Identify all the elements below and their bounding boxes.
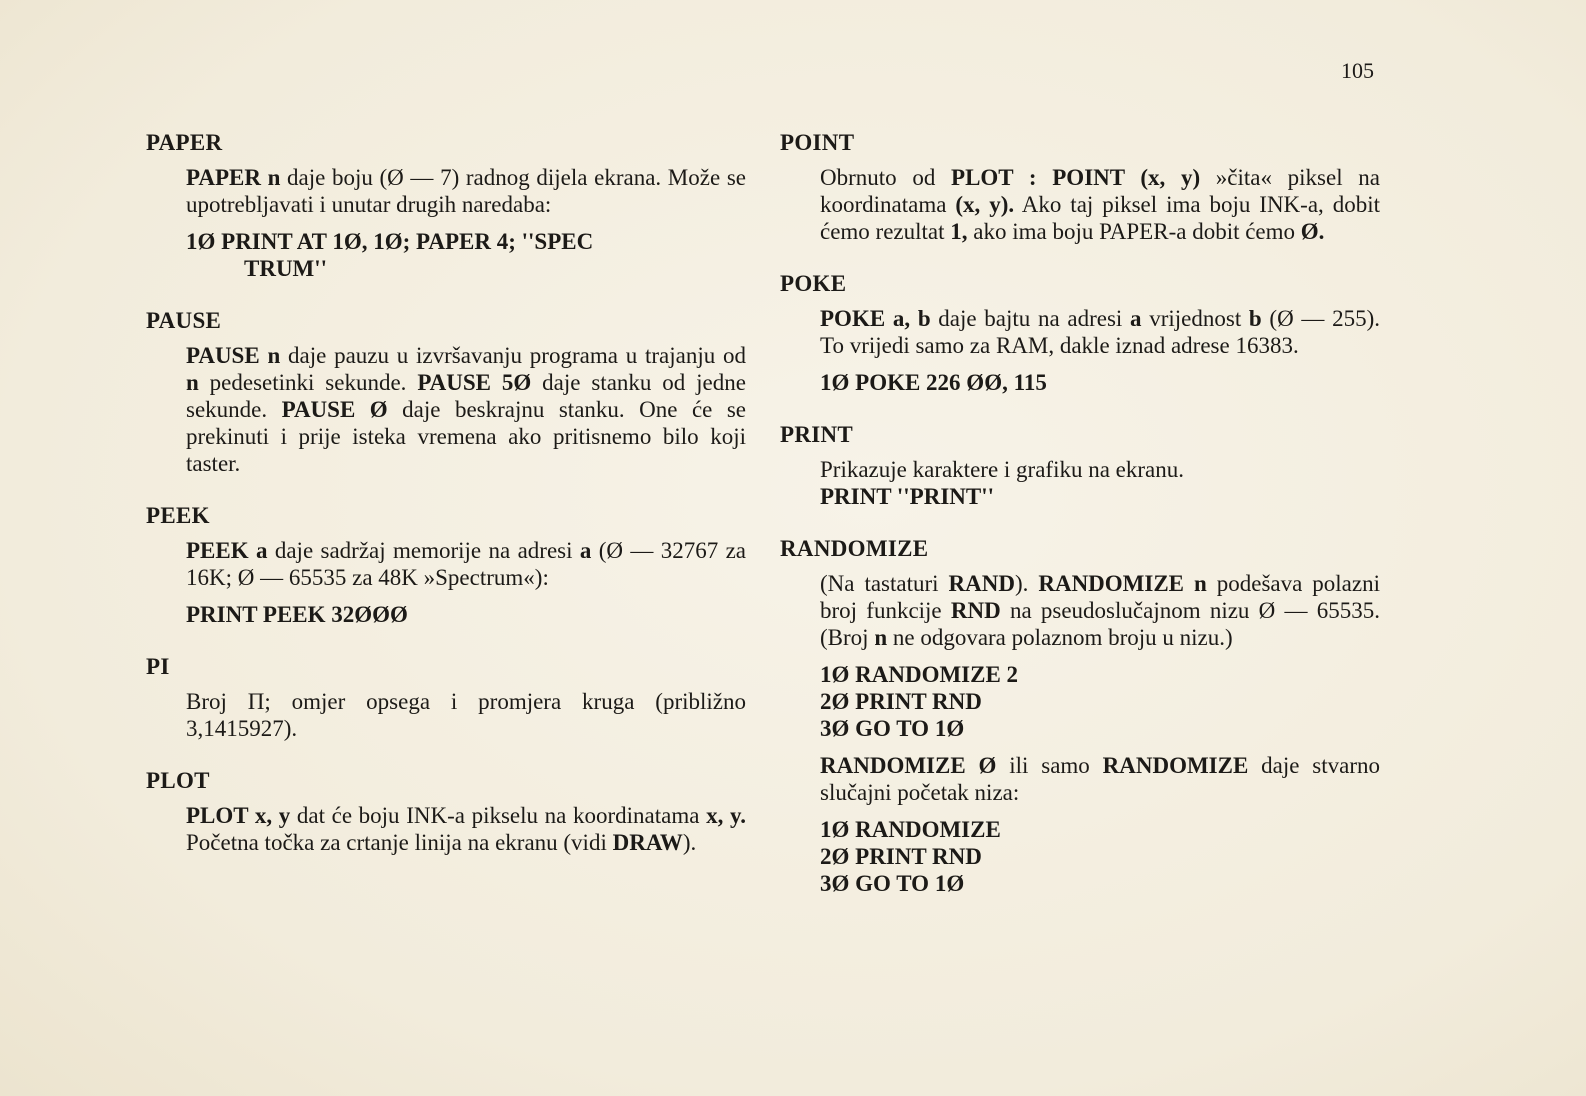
keyword: x, y. [706, 803, 746, 828]
keyword: n [186, 370, 199, 395]
description-text: Ako taj piksel ima boju INK-a, dobit ćemo rezultat [820, 192, 1380, 244]
keyword: RANDOMIZE n [1038, 571, 1207, 596]
entry-description: Prikazuje karaktere i grafiku na ekranu. [820, 457, 1184, 482]
keyword: POKE a, b [820, 306, 931, 331]
code-line: 1Ø RANDOMIZE [820, 817, 1001, 842]
entry-description [186, 342, 746, 477]
description-text: daje pauzu u izvršavanju programa u trajanju od [280, 343, 746, 368]
keyword: RANDOMIZE Ø [820, 753, 997, 778]
entry-heading: POINT [780, 130, 855, 155]
code-line: 1Ø POKE 226 ØØ, 115 [820, 370, 1047, 395]
keyword: PAUSE 5Ø [417, 370, 532, 395]
description-text: ). [1014, 571, 1039, 596]
description-text: podešava polazni broj funkcije [820, 571, 1380, 623]
code-line: 2Ø PRINT RND [820, 689, 982, 714]
entry-randomize [780, 536, 1380, 897]
entry-heading: PRINT [780, 422, 854, 447]
code-line: 1Ø PRINT AT 1Ø, 1Ø; PAPER 4; ''SPEC [186, 229, 594, 254]
description-text: (Na tastaturi [820, 571, 949, 596]
entry-pause [146, 308, 746, 477]
keyword: (x, y). [955, 192, 1015, 217]
keyword: a [579, 538, 592, 563]
code-example [820, 483, 1380, 510]
keyword: PLOT x, y [186, 803, 291, 828]
entry-description [820, 752, 1380, 806]
left-column [146, 130, 746, 882]
entry-description [820, 164, 1380, 245]
description-text: na pseudoslučajnom nizu Ø — 65535. (Broj [820, 598, 1380, 650]
description-text: (Ø — 32767 za 16K; Ø — 65535 za 48K »Spectrum«): [186, 538, 746, 590]
code-example [186, 228, 746, 282]
entry-point [780, 130, 1380, 245]
keyword: PAPER n [186, 165, 281, 190]
description-text: ako ima boju PAPER-a dobit ćemo [967, 219, 1301, 244]
description-text: »čita« piksel na koordinatama [820, 165, 1380, 217]
description-text: Početna točka za crtanje linija na ekranu (vidi [186, 830, 613, 855]
entry-description [186, 802, 746, 856]
keyword: 1, [950, 219, 968, 244]
keyword: RAND [948, 571, 1015, 596]
entry-description [186, 537, 746, 591]
entry-plot [146, 768, 746, 856]
keyword: PAUSE n [186, 343, 281, 368]
code-line: PRINT ''PRINT'' [820, 484, 995, 509]
entry-heading: PAUSE [146, 308, 222, 333]
code-line: 1Ø RANDOMIZE 2 [820, 662, 1019, 687]
description-text: daje beskrajnu stanku. One će se prekinuti i prije isteka vremena ako pritisnemo bilo koji taster. [186, 397, 746, 476]
description-text: Obrnuto od [820, 165, 952, 190]
code-line: 2Ø PRINT RND [820, 844, 982, 869]
entry-pi [146, 654, 746, 742]
keyword: b [1248, 306, 1262, 331]
keyword: PLOT : POINT (x, y) [951, 165, 1201, 190]
code-example [186, 601, 746, 628]
code-line: PRINT PEEK 32ØØØ [186, 602, 408, 627]
description-text: daje boju (Ø — 7) radnog dijela ekrana. Može se upotrebljavati i unutar drugih naredaba: [186, 165, 746, 217]
entry-description: Broj Π; omjer opsega i promjera kruga (približno 3,1415927). [186, 689, 746, 741]
description-text: dat će boju INK-a pikselu na koordinatama [290, 803, 707, 828]
entry-heading: POKE [780, 271, 847, 296]
page-number: 105 [1341, 58, 1374, 83]
code-example [820, 369, 1380, 396]
entry-heading: PI [146, 654, 170, 679]
entry-peek [146, 503, 746, 628]
entry-print [780, 422, 1380, 510]
entry-heading: RANDOMIZE [780, 536, 929, 561]
keyword: a [1130, 306, 1142, 331]
description-text: ne odgovara polaznom broju u nizu.) [887, 625, 1233, 650]
keyword: PAUSE Ø [281, 397, 388, 422]
description-text: daje stanku od jedne sekunde. [186, 370, 746, 422]
entry-heading: PEEK [146, 503, 210, 528]
description-text: (Ø — 255). To vrijedi samo za RAM, dakle iznad adrese 16383. [820, 306, 1380, 358]
description-text: vrijednost [1141, 306, 1249, 331]
description-text: pedesetinki sekunde. [198, 370, 418, 395]
description-text: ). [682, 830, 697, 855]
description-text: daje stvarno slučajni početak niza: [820, 753, 1380, 805]
keyword: DRAW [612, 830, 683, 855]
description-text: daje sadržaj memorije na adresi [267, 538, 580, 563]
code-line: 3Ø GO TO 1Ø [820, 871, 965, 896]
entry-description [186, 164, 746, 218]
description-text: daje bajtu na adresi [930, 306, 1131, 331]
entry-description [820, 570, 1380, 651]
description-text: ili samo [996, 753, 1103, 778]
keyword: Ø. [1300, 219, 1325, 244]
entry-paper [146, 130, 746, 282]
entry-heading: PLOT [146, 768, 210, 793]
code-example [820, 816, 1380, 897]
right-column [780, 130, 1380, 923]
keyword: RANDOMIZE [1102, 753, 1249, 778]
entry-description [820, 305, 1380, 359]
keyword: RND [950, 598, 1001, 623]
entry-heading: PAPER [146, 130, 223, 155]
keyword: n [874, 625, 888, 650]
code-line: 3Ø GO TO 1Ø [820, 716, 965, 741]
code-example [820, 661, 1380, 742]
entry-poke [780, 271, 1380, 396]
keyword: PEEK a [186, 538, 268, 563]
code-line: TRUM'' [244, 256, 328, 281]
